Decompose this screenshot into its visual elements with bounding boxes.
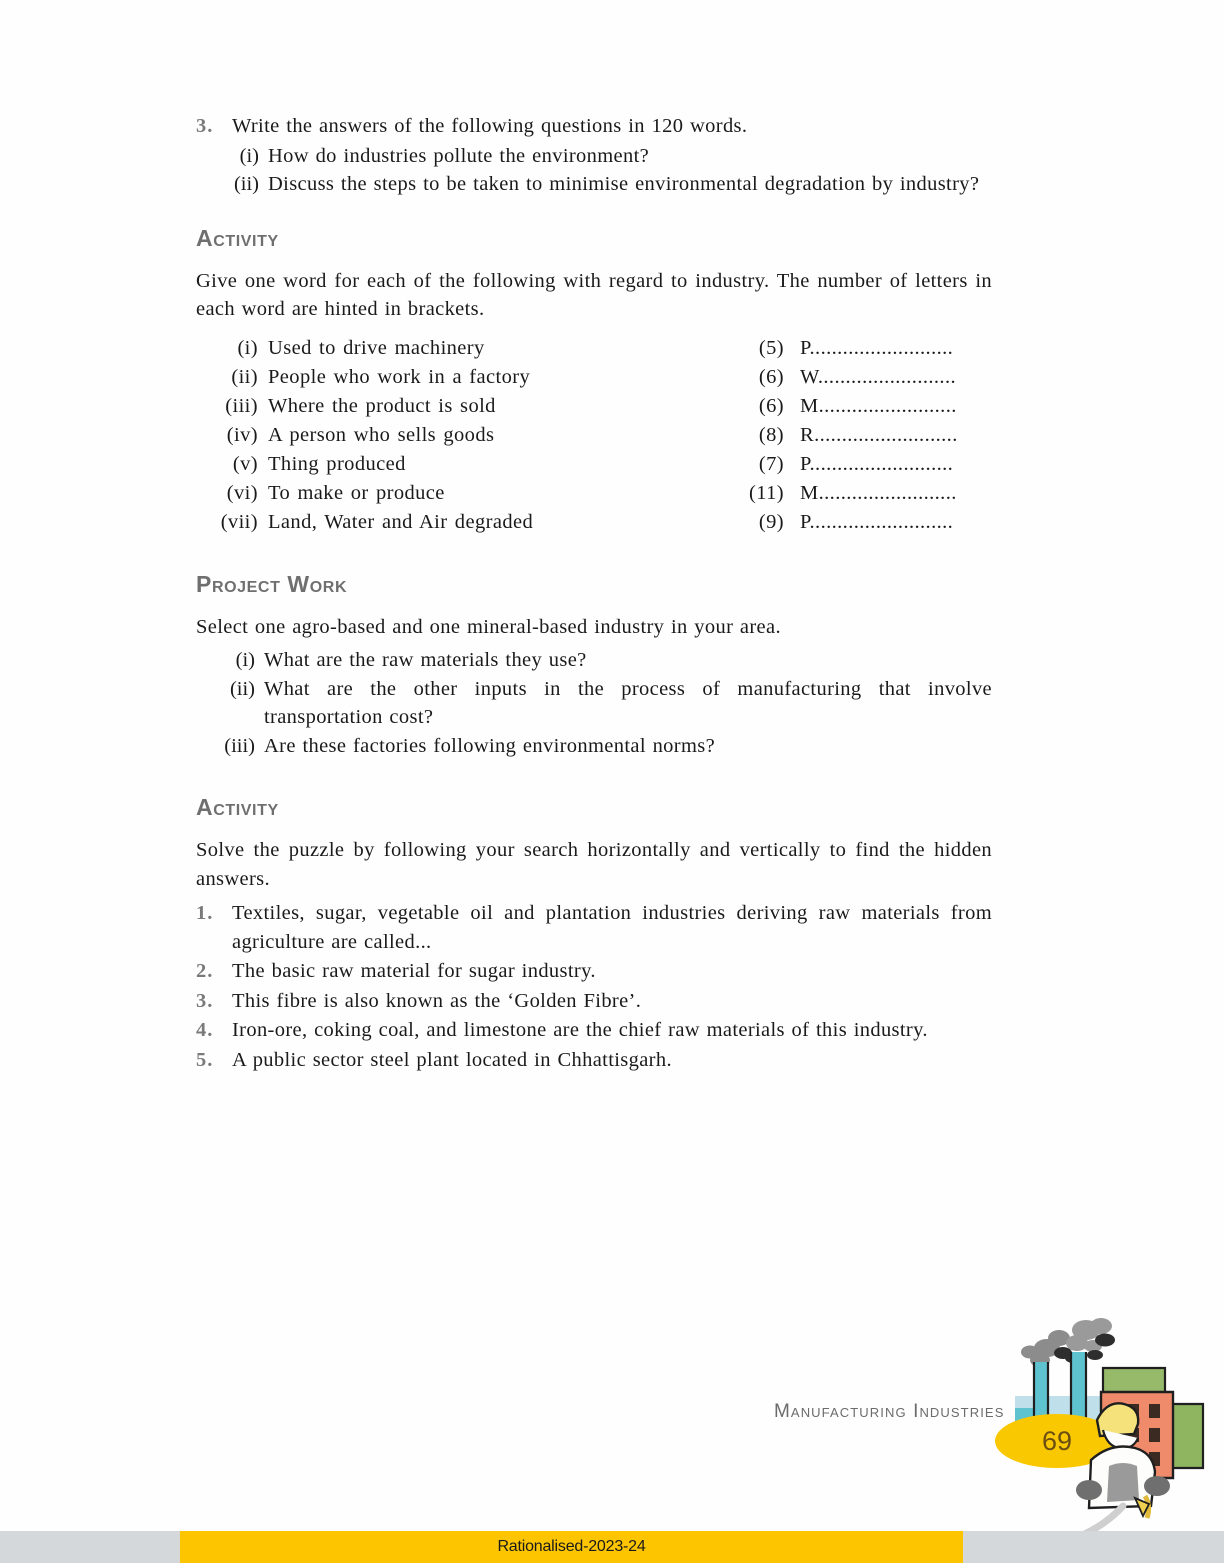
row-hint: P.......................... <box>800 336 954 359</box>
row-clue: People who work in a factory <box>268 365 531 388</box>
row-marker: (i) <box>237 336 258 359</box>
puzzle-item-marker: 3. <box>196 989 214 1012</box>
activity-one-intro: Give one word for each of the following with regard to industry. The number of letters in each word are hinted in brackets. <box>196 269 992 320</box>
question-sub-item <box>196 142 992 171</box>
spacer <box>196 820 992 836</box>
project-item-text: What are the raw materials they use? <box>264 649 587 671</box>
question-number: 3. <box>196 115 214 137</box>
question-sub-marker: (ii) <box>233 173 259 195</box>
row-marker: (ii) <box>231 365 258 388</box>
row-marker: (iv) <box>226 423 258 446</box>
question-prompt-row <box>196 112 992 141</box>
project-item-text: What are the other inputs in the process of manufacturing that involve transportation cost? <box>264 677 992 728</box>
table-row <box>196 392 992 421</box>
row-hint: P.......................... <box>800 510 954 533</box>
worker-hand-right <box>1144 1476 1170 1496</box>
question-sub-text: How do industries pollute the environment? <box>268 144 650 167</box>
page-content <box>196 112 992 1075</box>
spacer <box>196 760 992 794</box>
project-item-marker: (i) <box>235 649 255 671</box>
row-clue: To make or produce <box>268 481 445 504</box>
puzzle-item <box>196 1046 992 1075</box>
puzzle-item-marker: 5. <box>196 1048 214 1071</box>
table-row <box>196 508 992 537</box>
row-count: (9) <box>758 510 784 533</box>
project-item-text: Are these factories following environmental norms? <box>264 734 716 757</box>
project-item-marker: (ii) <box>229 677 255 700</box>
bottom-bar <box>0 1531 1224 1563</box>
puzzle-item-text: Iron-ore, coking coal, and limestone are the chief raw materials of this industry. <box>232 1019 928 1041</box>
row-clue: Used to drive machinery <box>268 336 485 359</box>
row-count: (6) <box>758 394 784 417</box>
project-work-item <box>196 646 992 675</box>
question-prompt: Write the answers of the following questions in 120 words. <box>232 115 748 137</box>
question-sub-text: Discuss the steps to be taken to minimise environmental degradation by industry? <box>268 173 980 195</box>
row-hint: M......................... <box>800 481 957 504</box>
row-hint: W......................... <box>800 365 956 388</box>
puzzle-item-marker: 4. <box>196 1019 214 1041</box>
project-work-item <box>196 732 992 761</box>
row-count: (6) <box>758 365 784 388</box>
activity-one-section <box>196 225 992 537</box>
row-count: (11) <box>749 481 784 504</box>
project-work-heading: Project Work <box>196 570 348 597</box>
puzzle-item-text: This fibre is also known as the ‘Golden Fibre’. <box>232 989 642 1012</box>
spacer <box>196 251 992 267</box>
table-row <box>196 479 992 508</box>
activity-word-table <box>196 334 992 537</box>
spacer <box>196 597 992 613</box>
table-row <box>196 450 992 479</box>
puzzle-item <box>196 987 992 1016</box>
puzzle-item <box>196 899 992 956</box>
footer-illustration <box>985 1300 1224 1563</box>
row-marker: (vii) <box>220 510 258 533</box>
project-work-item <box>196 675 992 732</box>
worker-hand-left <box>1076 1480 1102 1500</box>
row-count: (5) <box>758 336 784 359</box>
page-number: 69 <box>1041 1426 1073 1456</box>
table-row <box>196 334 992 363</box>
row-marker: (vi) <box>226 481 258 504</box>
row-marker: (iii) <box>225 394 258 417</box>
row-clue: Where the product is sold <box>268 394 496 417</box>
row-clue: A person who sells goods <box>268 423 495 446</box>
row-clue: Thing produced <box>268 452 406 475</box>
spacer <box>196 537 992 571</box>
puzzle-item <box>196 957 992 986</box>
factory-worker-illustration <box>985 1300 1224 1563</box>
row-hint: P.......................... <box>800 452 954 475</box>
footer-chapter-label: Manufacturing Industries <box>774 1401 1005 1422</box>
rationalised-banner-text: Rationalised-2023-24 <box>497 1538 646 1555</box>
puzzle-item-text: Textiles, sugar, vegetable oil and plantation industries deriving raw materials from agriculture are called... <box>232 902 992 953</box>
project-work-intro: Select one agro-based and one mineral-based industry in your area. <box>196 615 781 638</box>
puzzle-item-text: A public sector steel plant located in Chhattisgarh. <box>232 1048 672 1071</box>
project-item-marker: (iii) <box>224 734 255 757</box>
question-block <box>196 112 992 199</box>
row-marker: (v) <box>232 452 258 475</box>
row-count: (7) <box>758 452 784 475</box>
puzzle-item-marker: 2. <box>196 960 214 982</box>
puzzle-item-text: The basic raw material for sugar industry. <box>232 960 596 982</box>
worker-apron <box>1107 1463 1139 1502</box>
table-row <box>196 421 992 450</box>
activity-two-section <box>196 794 992 1074</box>
question-sub-marker: (i) <box>239 144 259 167</box>
puzzle-item-marker: 1. <box>196 902 214 924</box>
rationalised-banner <box>180 1531 963 1563</box>
question-sub-item <box>196 170 992 199</box>
puzzle-item <box>196 1016 992 1045</box>
activity-two-intro: Solve the puzzle by following your search horizontally and vertically to find the hidden answers. <box>196 839 992 890</box>
table-row <box>196 363 992 392</box>
row-hint: R.......................... <box>800 423 958 446</box>
spacer <box>196 199 992 225</box>
row-hint: M......................... <box>800 394 957 417</box>
row-count: (8) <box>758 423 784 446</box>
activity-two-heading: Activity <box>196 794 279 820</box>
project-work-section <box>196 571 992 761</box>
activity-one-heading: Activity <box>196 224 279 251</box>
row-clue: Land, Water and Air degraded <box>268 510 534 533</box>
